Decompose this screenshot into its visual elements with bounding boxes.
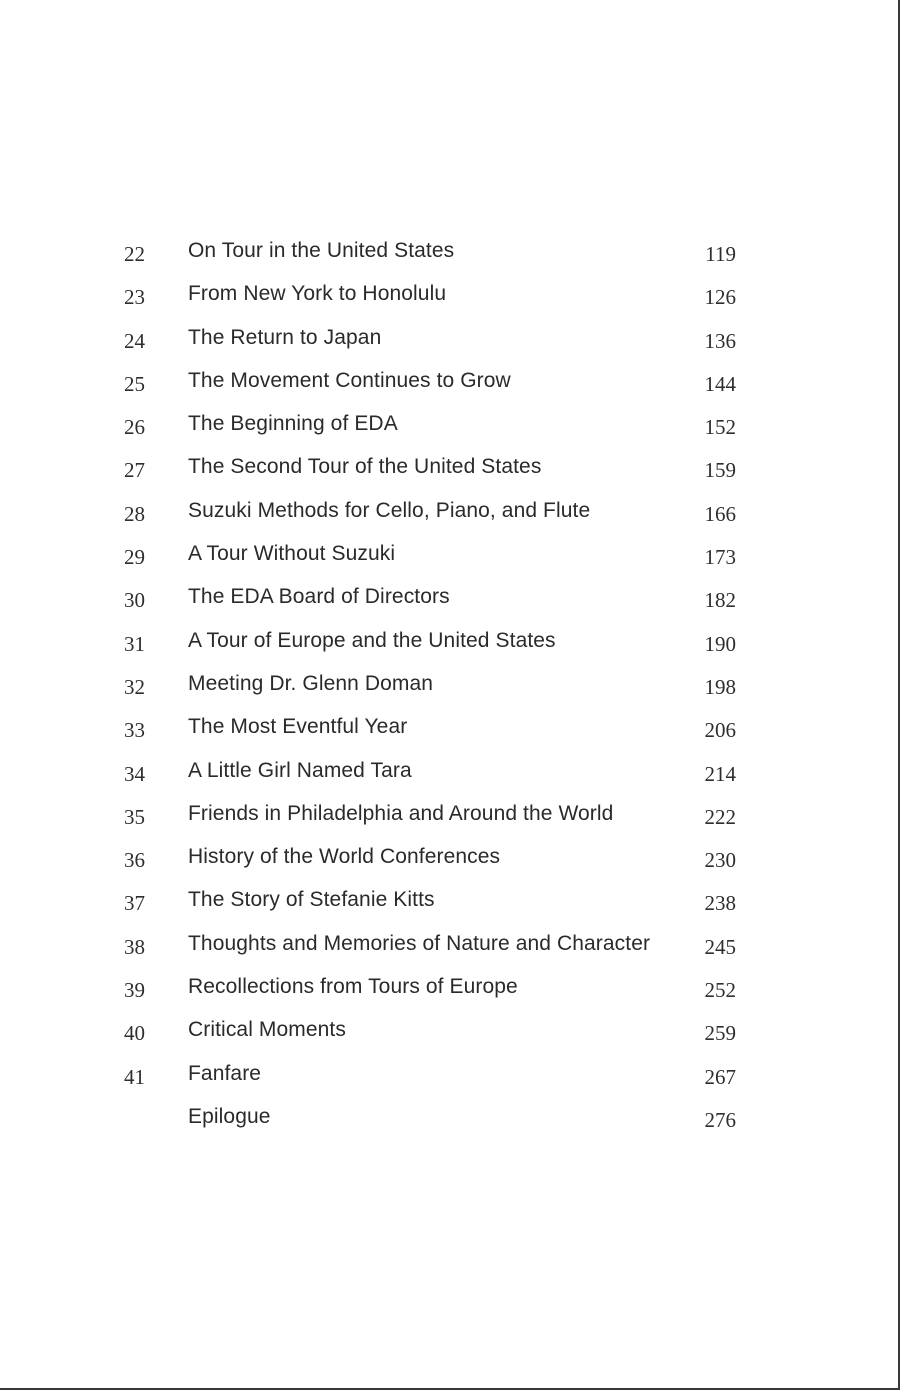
chapter-number: 39 — [124, 978, 145, 1003]
toc-entry-epilogue — [0, 1098, 900, 1141]
toc-entry — [0, 968, 900, 1011]
page-number: 152 — [704, 415, 736, 440]
chapter-title: The Second Tour of the United States — [188, 455, 542, 479]
page-number: 206 — [704, 718, 736, 743]
toc-entry — [0, 1011, 900, 1054]
page-number: 126 — [704, 285, 736, 310]
chapter-number: 29 — [124, 545, 145, 570]
page-number: 259 — [704, 1021, 736, 1046]
toc-entry — [0, 275, 900, 318]
chapter-title: The Beginning of EDA — [188, 412, 398, 436]
chapter-number: 37 — [124, 891, 145, 916]
chapter-title: A Tour Without Suzuki — [188, 542, 396, 566]
toc-entry — [0, 1055, 900, 1098]
page-number: 182 — [704, 588, 736, 613]
toc-entry — [0, 232, 900, 275]
chapter-number: 28 — [124, 501, 145, 526]
page-number: 214 — [704, 761, 736, 786]
chapter-number: 27 — [124, 458, 145, 483]
toc-entry — [0, 838, 900, 881]
chapter-title: The Story of Stefanie Kitts — [188, 888, 435, 912]
chapter-title: A Little Girl Named Tara — [188, 758, 412, 782]
toc-entry — [0, 881, 900, 924]
page-number: 190 — [704, 631, 736, 656]
chapter-number: 35 — [124, 804, 145, 829]
chapter-number: 34 — [124, 761, 145, 786]
chapter-title: The Most Eventful Year — [188, 715, 408, 739]
toc-entry — [0, 535, 900, 578]
chapter-title: Friends in Philadelphia and Around the World — [188, 801, 614, 825]
chapter-number: 26 — [124, 415, 145, 440]
toc-entry — [0, 405, 900, 448]
chapter-title: Critical Moments — [188, 1018, 346, 1042]
table-of-contents — [0, 232, 900, 1141]
chapter-title: History of the World Conferences — [188, 845, 501, 869]
chapter-title: Thoughts and Memories of Nature and Character — [188, 931, 651, 955]
page-number: 136 — [704, 328, 736, 353]
chapter-number: 31 — [124, 631, 145, 656]
toc-entry — [0, 319, 900, 362]
toc-entry — [0, 448, 900, 491]
page-number: 267 — [704, 1064, 736, 1089]
chapter-title: Epilogue — [188, 1104, 271, 1128]
chapter-number: 30 — [124, 588, 145, 613]
page-number: 252 — [704, 978, 736, 1003]
toc-entry — [0, 622, 900, 665]
chapter-title: The Return to Japan — [188, 325, 382, 349]
page-number: 159 — [704, 458, 736, 483]
page-number: 276 — [704, 1107, 736, 1132]
chapter-title: Fanfare — [188, 1061, 262, 1085]
toc-entry — [0, 925, 900, 968]
chapter-number: 24 — [124, 328, 145, 353]
page-number: 230 — [704, 848, 736, 873]
toc-entry — [0, 665, 900, 708]
toc-entry — [0, 578, 900, 621]
chapter-title: Meeting Dr. Glenn Doman — [188, 671, 434, 695]
chapter-number: 38 — [124, 934, 145, 959]
chapter-title: A Tour of Europe and the United States — [188, 628, 556, 652]
page-number: 173 — [704, 545, 736, 570]
page-number: 245 — [704, 934, 736, 959]
chapter-title: On Tour in the United States — [188, 239, 455, 262]
chapter-title: The Movement Continues to Grow — [188, 368, 511, 392]
chapter-number: 32 — [124, 674, 145, 699]
chapter-number: 41 — [124, 1064, 145, 1089]
toc-entry — [0, 492, 900, 535]
page-number: 144 — [704, 371, 736, 396]
chapter-number: 22 — [124, 242, 145, 266]
chapter-title: Recollections from Tours of Europe — [188, 975, 518, 999]
chapter-title: From New York to Honolulu — [188, 282, 447, 306]
chapter-number: 33 — [124, 718, 145, 743]
toc-entry — [0, 362, 900, 405]
toc-entry — [0, 708, 900, 751]
page-number: 222 — [704, 804, 736, 829]
chapter-number: 36 — [124, 848, 145, 873]
page-number: 166 — [704, 501, 736, 526]
chapter-title: The EDA Board of Directors — [188, 585, 450, 609]
chapter-title: Suzuki Methods for Cello, Piano, and Flute — [188, 498, 591, 522]
page-number: 238 — [704, 891, 736, 916]
chapter-number: 23 — [124, 285, 145, 310]
page-number: 198 — [704, 674, 736, 699]
chapter-number: 40 — [124, 1021, 145, 1046]
chapter-number: 25 — [124, 371, 145, 396]
toc-entry — [0, 752, 900, 795]
toc-entry — [0, 795, 900, 838]
page-number: 119 — [705, 242, 736, 266]
